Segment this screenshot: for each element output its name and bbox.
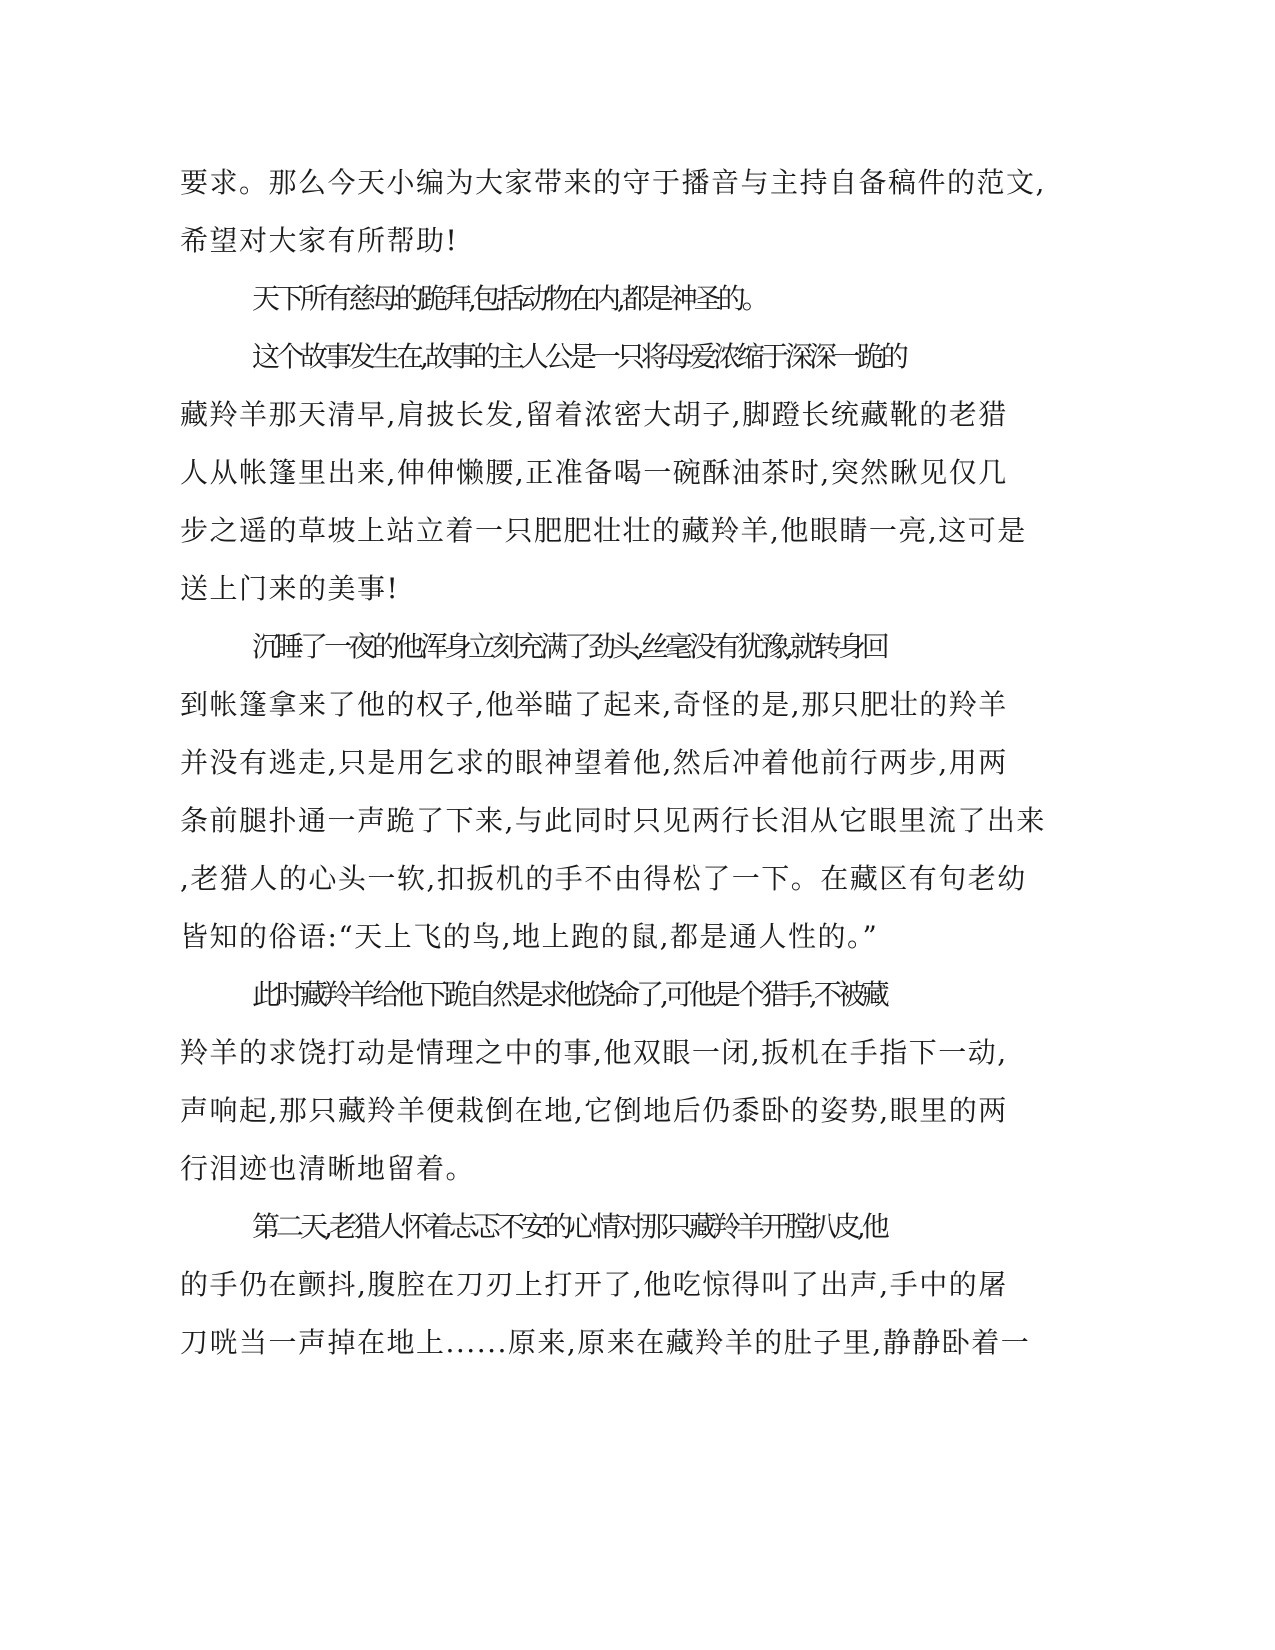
text-line: 皆知的俗语:“天上飞的鸟,地上跑的鼠,都是通人性的。” — [180, 920, 879, 953]
paragraph-first-line: 这个故事发生在,故事的主人公是一只将母爱浓缩于深深一跪的 — [252, 340, 905, 373]
text-line: 刀咣当一声掉在地上......原来,原来在藏羚羊的肚子里,静静卧着一 — [180, 1326, 1031, 1359]
text-line: 步之遥的草坡上站立着一只肥肥壮壮的藏羚羊,他眼睛一亮,这可是 — [180, 514, 1027, 547]
text-line: 藏羚羊那天清早,肩披长发,留着浓密大胡子,脚蹬长统藏靴的老猎 — [180, 398, 1008, 431]
paragraph-first-line: 天下所有慈母的跪拜,包括动物在内,都是神圣的。 — [252, 282, 766, 315]
text-line: 送上门来的美事! — [180, 572, 400, 605]
text-line: 希望对大家有所帮助! — [180, 224, 459, 257]
paragraph-first-line: 此时藏羚羊给他下跪自然是求他饶命了,可他是个猎手,不被藏 — [252, 978, 886, 1011]
text-line: 羚羊的求饶打动是情理之中的事,他双眼一闭,扳机在手指下一动, — [180, 1036, 1008, 1069]
text-line: 声响起,那只藏羚羊便栽倒在地,它倒地后仍黍卧的姿势,眼里的两 — [180, 1094, 1008, 1127]
text-line: 行泪迹也清晰地留着。 — [180, 1152, 476, 1185]
text-line: 要求。那么今天小编为大家带来的守于播音与主持自备稿件的范文, — [180, 166, 1046, 199]
text-line: 条前腿扑通一声跪了下来,与此同时只见两行长泪从它眼里流了出来 — [180, 804, 1046, 837]
text-line: ,老猎人的心头一软,扣扳机的手不由得松了一下。在藏区有句老幼 — [180, 862, 1027, 895]
text-line: 的手仍在颤抖,腹腔在刀刃上打开了,他吃惊得叫了出声,手中的屠 — [180, 1268, 1008, 1301]
paragraph-first-line: 沉睡了一夜的他浑身立刻充满了劲头,丝毫没有犹豫,就转身回 — [252, 630, 886, 663]
text-line: 并没有逃走,只是用乞求的眼神望着他,然后冲着他前行两步,用两 — [180, 746, 1008, 779]
paragraph-first-line: 第二天,老猎人怀着忐忑不安的心情对那只藏羚羊开膛扒皮,他 — [252, 1210, 886, 1243]
text-line: 人从帐篷里出来,伸伸懒腰,正准备喝一碗酥油茶时,突然瞅见仅几 — [180, 456, 1008, 489]
text-line: 到帐篷拿来了他的权子,他举瞄了起来,奇怪的是,那只肥壮的羚羊 — [180, 688, 1008, 721]
